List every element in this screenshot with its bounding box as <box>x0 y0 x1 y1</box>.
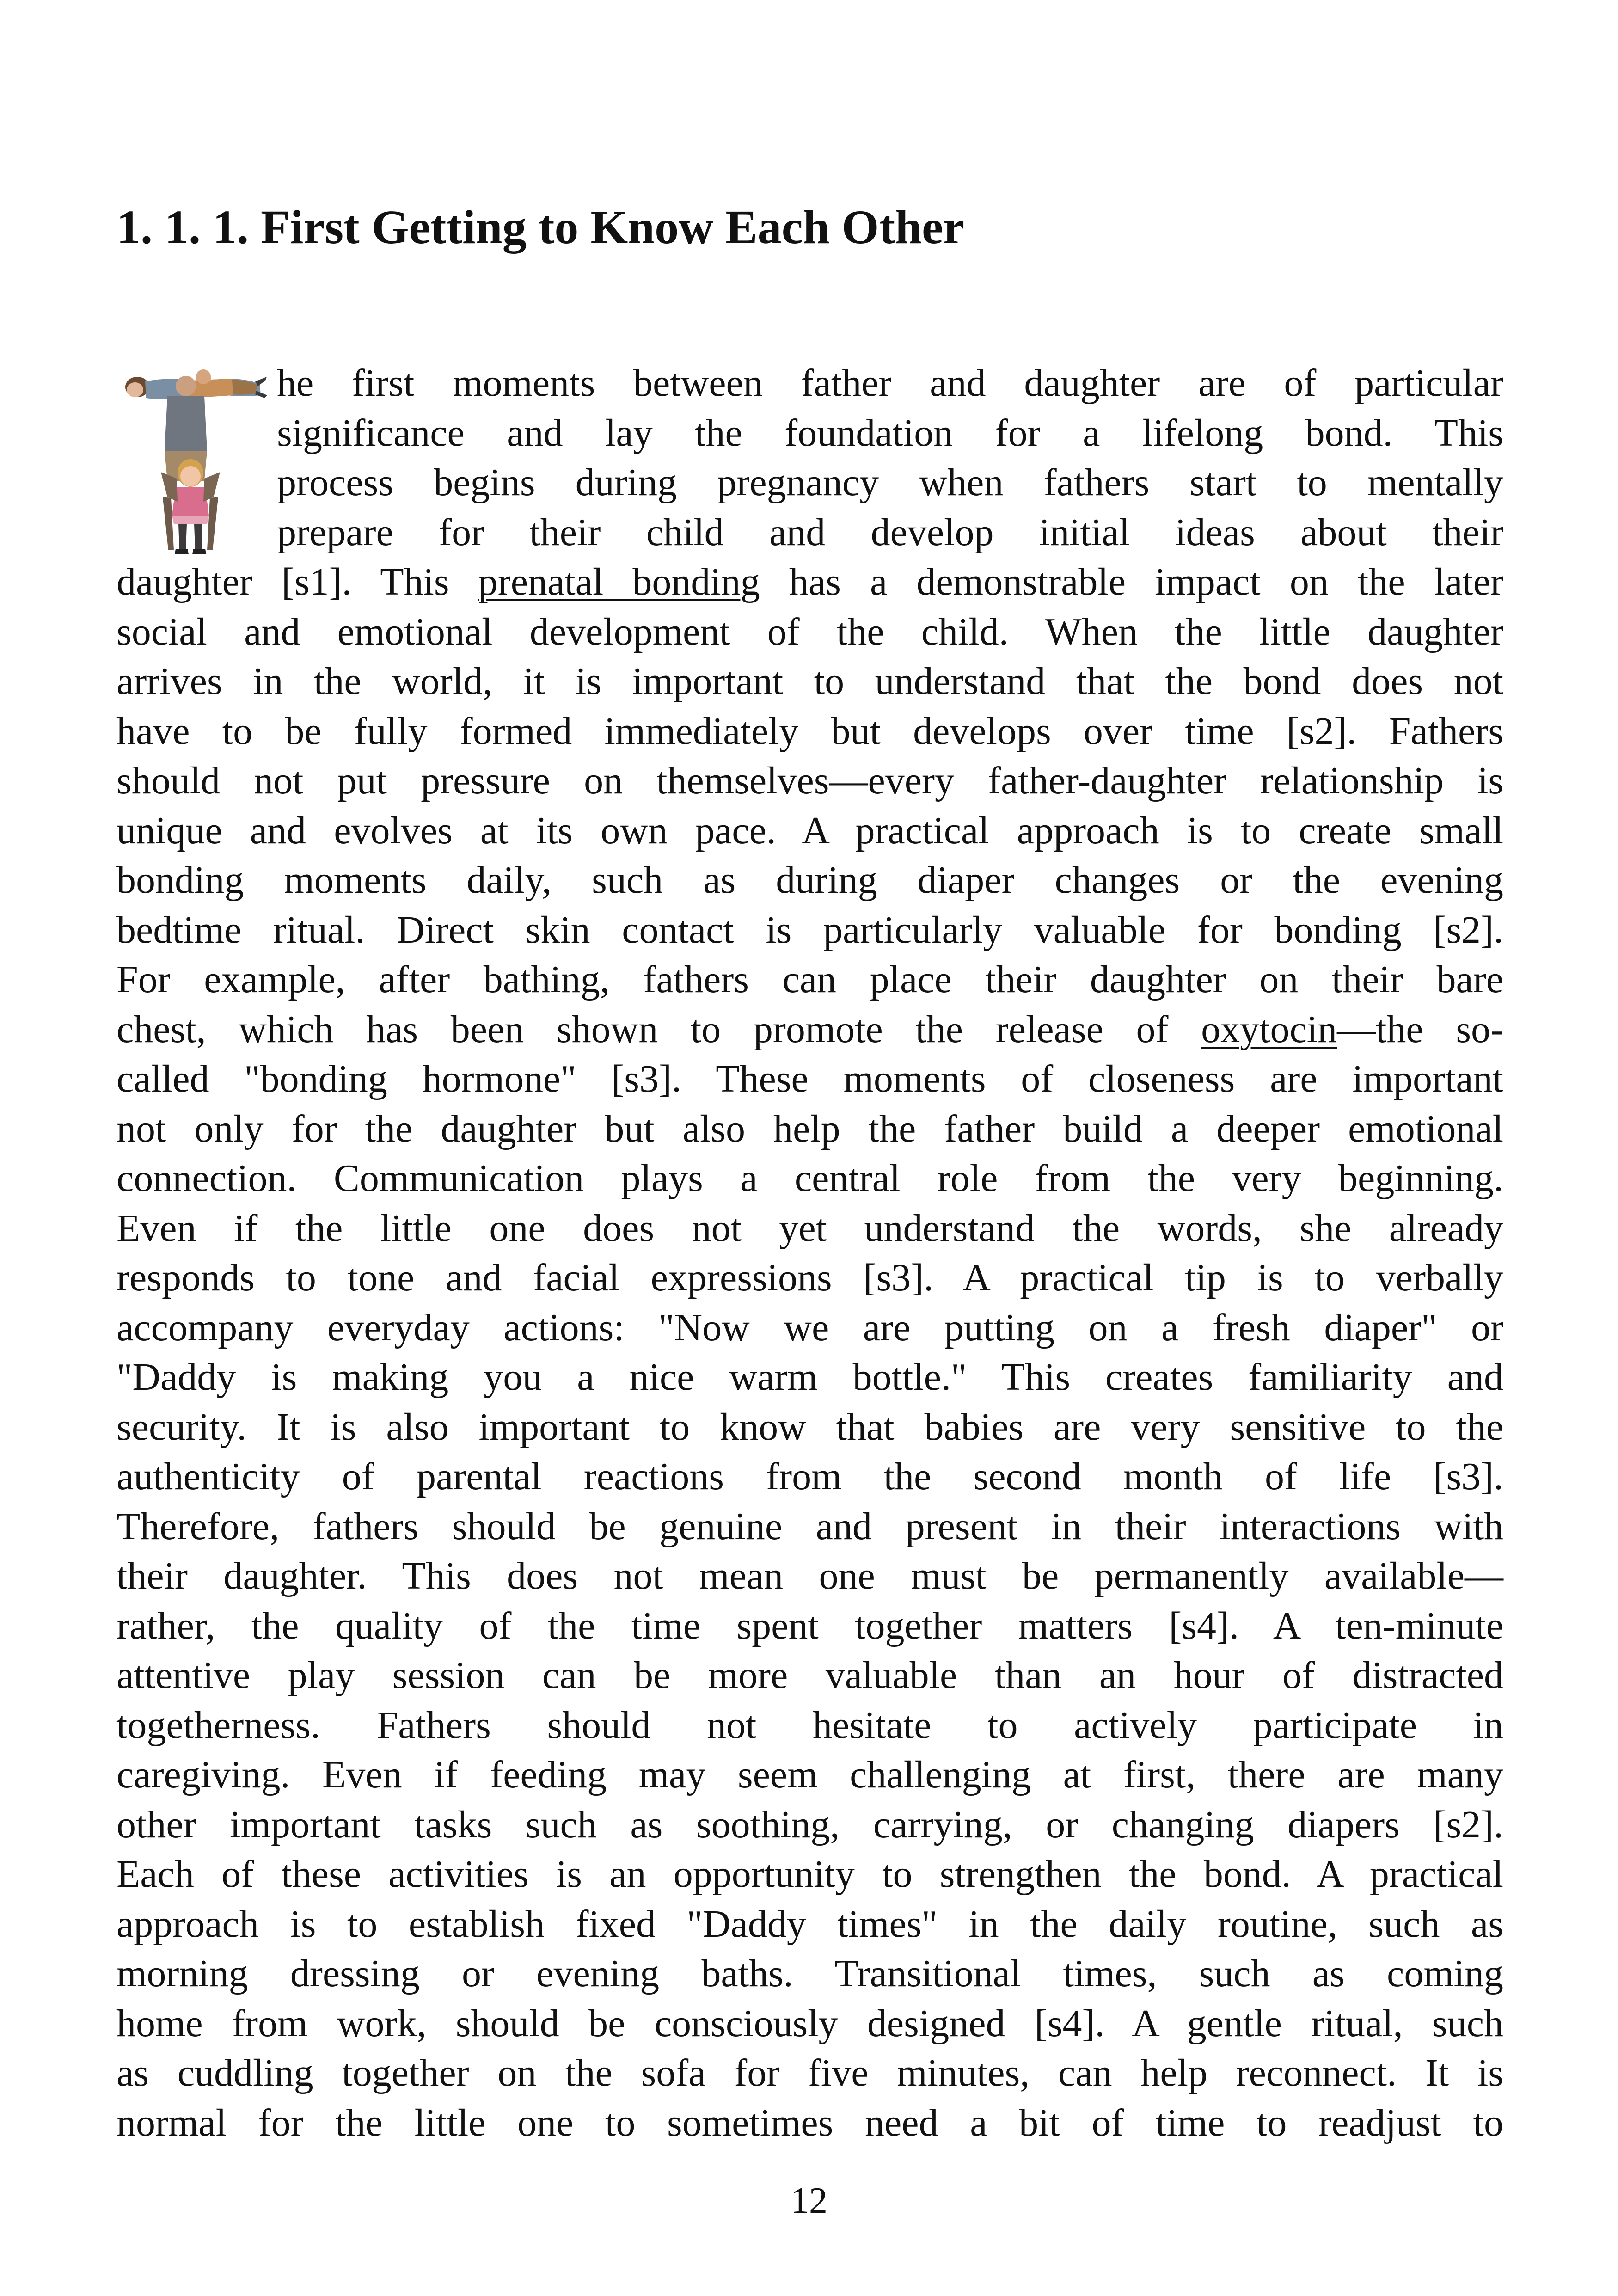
text-line: Even if the little one does not yet understand the words, she already <box>116 1206 1503 1250</box>
text-line: as cuddling together on the sofa for five minutes, can help reconnect. It is <box>116 2051 1503 2094</box>
text-line: security. It is also important to know that babies are very sensitive to the <box>116 1405 1503 1449</box>
text-line: should not put pressure on themselves—every father-daughter relationship is <box>116 759 1503 802</box>
text-line: called "bonding hormone" [s3]. These moments of closeness are important <box>116 1057 1503 1100</box>
text-line: Therefore, fathers should be genuine and present in their interactions with <box>116 1504 1503 1548</box>
text-line: accompany everyday actions: "Now we are putting on a fresh diaper" or <box>116 1306 1503 1349</box>
text-line: rather, the quality of the time spent together matters [s4]. A ten-minute <box>116 1604 1503 1647</box>
text-line: their daughter. This does not mean one must be permanently available— <box>116 1554 1503 1597</box>
text-line: "Daddy is making you a nice warm bottle." This creates familiarity and <box>116 1356 1503 1399</box>
text-line: home from work, should be consciously designed [s4]. A gentle ritual, such <box>116 2001 1503 2045</box>
text-line: not only for the daughter but also help the father build a deeper emotional <box>116 1107 1503 1150</box>
page-number: 12 <box>791 2180 827 2221</box>
text-line <box>116 557 1503 607</box>
prenatal-bonding-link[interactable]: prenatal bonding <box>478 560 760 603</box>
text-line: process begins during pregnancy when fathers start to mentally <box>277 461 1503 504</box>
text-segment: daughter [s1]. This <box>116 560 478 603</box>
text-line: togetherness. Fathers should not hesitate to actively participate in <box>116 1703 1503 1747</box>
text-line: approach is to establish fixed "Daddy times" in the daily routine, such as <box>116 1902 1503 1946</box>
text-line <box>116 1005 1503 1055</box>
text-line: other important tasks such as soothing, carrying, or changing diapers [s2]. <box>116 1803 1503 1846</box>
text-line: Each of these activities is an opportunity to strengthen the bond. A practical <box>116 1853 1503 1896</box>
text-line: have to be fully formed immediately but develops over time [s2]. Fathers <box>116 709 1503 753</box>
section-heading: 1. 1. 1. First Getting to Know Each Other <box>116 201 965 254</box>
text-line: bedtime ritual. Direct skin contact is particularly valuable for bonding [s2]. <box>116 908 1503 952</box>
text-line: attentive play session can be more valuable than an hour of distracted <box>116 1654 1503 1697</box>
text-line: responds to tone and facial expressions [s3]. A practical tip is to verbally <box>116 1256 1503 1299</box>
oxytocin-link[interactable]: oxytocin <box>1201 1007 1337 1051</box>
text-line: prepare for their child and develop initial ideas about their <box>277 510 1503 554</box>
text-segment: —the so- <box>1337 1007 1503 1051</box>
text-line: arrives in the world, it is important to understand that the bond does not <box>116 660 1503 703</box>
body-paragraph <box>116 358 1503 2148</box>
text-line: social and emotional development of the child. When the little daughter <box>116 610 1503 653</box>
text-line: For example, after bathing, fathers can place their daughter on their bare <box>116 958 1503 1001</box>
text-line: unique and evolves at its own pace. A practical approach is to create small <box>116 809 1503 852</box>
text-line: connection. Communication plays a central role from the very beginning. <box>116 1157 1503 1200</box>
text-line: he first moments between father and daughter are of particular <box>277 362 1503 405</box>
text-line: caregiving. Even if feeding may seem challenging at first, there are many <box>116 1753 1503 1796</box>
text-line: morning dressing or evening baths. Transitional times, such as coming <box>116 1952 1503 1995</box>
text-segment: chest, which has been shown to promote the release of <box>116 1007 1201 1051</box>
text-line: significance and lay the foundation for a lifelong bond. This <box>277 411 1503 454</box>
text-line: authenticity of parental reactions from the second month of life [s3]. <box>116 1455 1503 1498</box>
text-segment: has a demonstrable impact on the later <box>760 560 1503 603</box>
text-line: normal for the little one to sometimes need a bit of time to readjust to <box>116 2101 1503 2144</box>
text-line: bonding moments daily, such as during diaper changes or the evening <box>116 859 1503 902</box>
